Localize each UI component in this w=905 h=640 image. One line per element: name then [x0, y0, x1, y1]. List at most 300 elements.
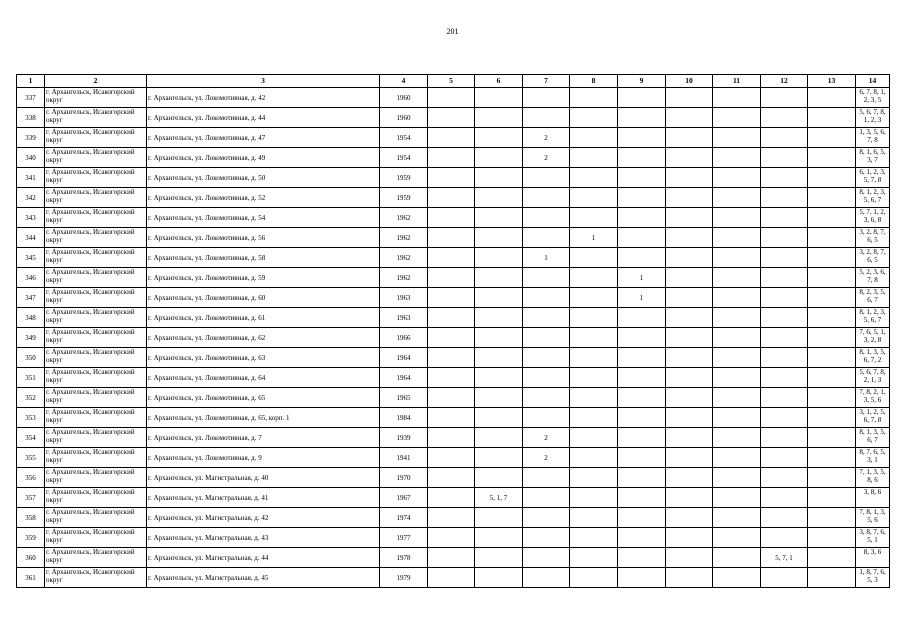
column-8-cell — [570, 448, 618, 468]
column-13-cell — [808, 228, 856, 248]
column-14-cell: 5, 2, 3, 6, 7, 8 — [856, 268, 890, 288]
table-row — [17, 228, 890, 248]
column-7-cell — [523, 488, 570, 508]
column-10-cell — [666, 288, 713, 308]
column-7-cell — [523, 528, 570, 548]
district-cell: г. Архангельск, Исакогорский округ — [45, 328, 147, 348]
address-cell: г. Архангельск, ул. Локомотивная, д. 58 — [147, 248, 380, 268]
column-5-cell — [428, 468, 475, 488]
column-5-cell — [428, 348, 475, 368]
column-13-cell — [808, 468, 856, 488]
column-11-cell — [713, 88, 761, 108]
year-cell: 1984 — [380, 408, 428, 428]
column-8-cell — [570, 168, 618, 188]
column-9-cell: 1 — [618, 288, 666, 308]
district-cell: г. Архангельск, Исакогорский округ — [45, 188, 147, 208]
row-number-cell: 360 — [17, 548, 45, 568]
column-12-cell — [761, 308, 808, 328]
district-cell: г. Архангельск, Исакогорский округ — [45, 208, 147, 228]
column-11-cell — [713, 248, 761, 268]
column-8-cell — [570, 328, 618, 348]
column-8-cell — [570, 288, 618, 308]
table-row — [17, 308, 890, 328]
column-7-cell — [523, 408, 570, 428]
address-cell: г. Архангельск, ул. Локомотивная, д. 52 — [147, 188, 380, 208]
district-cell: г. Архангельск, Исакогорский округ — [45, 148, 147, 168]
column-14-cell: 8, 1, 6, 5, 3, 7 — [856, 148, 890, 168]
year-cell: 1966 — [380, 328, 428, 348]
year-cell: 1974 — [380, 508, 428, 528]
row-number-cell: 361 — [17, 568, 45, 588]
column-14-cell: 8, 3, 6 — [856, 548, 890, 568]
column-header: 13 — [808, 75, 856, 88]
column-13-cell — [808, 328, 856, 348]
column-5-cell — [428, 168, 475, 188]
year-cell: 1978 — [380, 548, 428, 568]
column-6-cell — [475, 188, 523, 208]
column-12-cell — [761, 488, 808, 508]
column-8-cell — [570, 368, 618, 388]
year-cell: 1962 — [380, 248, 428, 268]
column-8-cell — [570, 548, 618, 568]
column-6-cell — [475, 468, 523, 488]
column-header: 9 — [618, 75, 666, 88]
column-6-cell — [475, 208, 523, 228]
year-cell: 1965 — [380, 388, 428, 408]
table-row — [17, 568, 890, 588]
column-5-cell — [428, 228, 475, 248]
column-9-cell — [618, 148, 666, 168]
column-6-cell — [475, 548, 523, 568]
table-row — [17, 528, 890, 548]
address-cell: г. Архангельск, ул. Магистральная, д. 42 — [147, 508, 380, 528]
column-13-cell — [808, 428, 856, 448]
column-8-cell — [570, 428, 618, 448]
column-14-cell: 1, 8, 7, 6, 5, 3 — [856, 568, 890, 588]
year-cell: 1977 — [380, 528, 428, 548]
table-row — [17, 488, 890, 508]
column-13-cell — [808, 288, 856, 308]
year-cell: 1970 — [380, 468, 428, 488]
column-6-cell — [475, 268, 523, 288]
column-5-cell — [428, 128, 475, 148]
year-cell: 1960 — [380, 108, 428, 128]
row-number-cell: 351 — [17, 368, 45, 388]
table-row — [17, 408, 890, 428]
column-6-cell — [475, 568, 523, 588]
address-cell: г. Архангельск, ул. Локомотивная, д. 62 — [147, 328, 380, 348]
table-row — [17, 268, 890, 288]
column-14-cell: 8, 2, 3, 5, 6, 7 — [856, 288, 890, 308]
column-7-cell — [523, 188, 570, 208]
column-11-cell — [713, 308, 761, 328]
column-10-cell — [666, 528, 713, 548]
column-7-cell: 2 — [523, 428, 570, 448]
column-6-cell — [475, 308, 523, 328]
column-5-cell — [428, 428, 475, 448]
column-8-cell — [570, 408, 618, 428]
row-number-cell: 345 — [17, 248, 45, 268]
column-8-cell — [570, 528, 618, 548]
column-7-cell — [523, 548, 570, 568]
column-8-cell — [570, 388, 618, 408]
column-5-cell — [428, 408, 475, 428]
year-cell: 1962 — [380, 208, 428, 228]
district-cell: г. Архангельск, Исакогорский округ — [45, 168, 147, 188]
address-cell: г. Архангельск, ул. Локомотивная, д. 44 — [147, 108, 380, 128]
column-10-cell — [666, 428, 713, 448]
column-10-cell — [666, 88, 713, 108]
column-9-cell — [618, 508, 666, 528]
district-cell: г. Архангельск, Исакогорский округ — [45, 508, 147, 528]
column-9-cell — [618, 488, 666, 508]
column-8-cell — [570, 148, 618, 168]
row-number-cell: 359 — [17, 528, 45, 548]
table-row — [17, 428, 890, 448]
column-5-cell — [428, 568, 475, 588]
column-5-cell — [428, 88, 475, 108]
column-9-cell — [618, 328, 666, 348]
column-13-cell — [808, 148, 856, 168]
table-row — [17, 148, 890, 168]
table-row — [17, 328, 890, 348]
column-11-cell — [713, 108, 761, 128]
district-cell: г. Архангельск, Исакогорский округ — [45, 348, 147, 368]
address-cell: г. Архангельск, ул. Локомотивная, д. 49 — [147, 148, 380, 168]
row-number-cell: 338 — [17, 108, 45, 128]
column-14-cell: 8, 1, 3, 5, 6, 7 — [856, 428, 890, 448]
row-number-cell: 347 — [17, 288, 45, 308]
row-number-cell: 346 — [17, 268, 45, 288]
column-11-cell — [713, 368, 761, 388]
column-9-cell — [618, 88, 666, 108]
table-body — [17, 88, 890, 588]
column-5-cell — [428, 148, 475, 168]
column-header: 8 — [570, 75, 618, 88]
column-7-cell — [523, 328, 570, 348]
column-12-cell — [761, 108, 808, 128]
column-5-cell — [428, 368, 475, 388]
row-number-cell: 339 — [17, 128, 45, 148]
column-14-cell: 6, 1, 2, 3, 5, 7, 8 — [856, 168, 890, 188]
column-14-cell: 3, 2, 8, 7, 6, 5 — [856, 248, 890, 268]
address-cell: г. Архангельск, ул. Локомотивная, д. 64 — [147, 368, 380, 388]
district-cell: г. Архангельск, Исакогорский округ — [45, 468, 147, 488]
table-row — [17, 188, 890, 208]
column-12-cell — [761, 448, 808, 468]
address-cell: г. Архангельск, ул. Локомотивная, д. 56 — [147, 228, 380, 248]
column-13-cell — [808, 548, 856, 568]
column-10-cell — [666, 268, 713, 288]
row-number-cell: 340 — [17, 148, 45, 168]
column-9-cell — [618, 448, 666, 468]
column-13-cell — [808, 208, 856, 228]
column-10-cell — [666, 228, 713, 248]
column-8-cell — [570, 268, 618, 288]
column-6-cell: 5, 1, 7 — [475, 488, 523, 508]
column-14-cell: 5, 6, 7, 8, 2, 1, 3 — [856, 368, 890, 388]
column-9-cell — [618, 548, 666, 568]
column-7-cell — [523, 348, 570, 368]
column-7-cell — [523, 208, 570, 228]
column-13-cell — [808, 488, 856, 508]
address-cell: г. Архангельск, ул. Локомотивная, д. 7 — [147, 428, 380, 448]
column-13-cell — [808, 408, 856, 428]
column-8-cell — [570, 88, 618, 108]
column-8-cell — [570, 308, 618, 328]
column-14-cell: 3, 2, 8, 7, 6, 5 — [856, 228, 890, 248]
column-6-cell — [475, 288, 523, 308]
year-cell: 1962 — [380, 268, 428, 288]
column-5-cell — [428, 308, 475, 328]
table-row — [17, 168, 890, 188]
table-row — [17, 508, 890, 528]
year-cell: 1939 — [380, 428, 428, 448]
column-13-cell — [808, 348, 856, 368]
column-13-cell — [808, 448, 856, 468]
column-7-cell — [523, 368, 570, 388]
column-5-cell — [428, 328, 475, 348]
district-cell: г. Архангельск, Исакогорский округ — [45, 488, 147, 508]
column-5-cell — [428, 288, 475, 308]
column-8-cell — [570, 188, 618, 208]
column-12-cell — [761, 568, 808, 588]
column-14-cell: 6, 7, 8, 1, 2, 3, 5 — [856, 88, 890, 108]
column-12-cell — [761, 348, 808, 368]
table-row — [17, 468, 890, 488]
column-6-cell — [475, 368, 523, 388]
year-cell: 1963 — [380, 288, 428, 308]
column-6-cell — [475, 88, 523, 108]
column-12-cell — [761, 388, 808, 408]
column-12-cell — [761, 288, 808, 308]
column-14-cell: 3, 1, 2, 5, 6, 7, 8 — [856, 408, 890, 428]
column-9-cell — [618, 168, 666, 188]
row-number-cell: 356 — [17, 468, 45, 488]
table-row — [17, 348, 890, 368]
table-row — [17, 448, 890, 468]
column-10-cell — [666, 148, 713, 168]
year-cell: 1954 — [380, 148, 428, 168]
table-row — [17, 368, 890, 388]
district-cell: г. Архангельск, Исакогорский округ — [45, 528, 147, 548]
column-10-cell — [666, 348, 713, 368]
column-14-cell: 3, 8, 6 — [856, 488, 890, 508]
column-9-cell — [618, 188, 666, 208]
header-row — [17, 75, 890, 88]
column-13-cell — [808, 108, 856, 128]
row-number-cell: 355 — [17, 448, 45, 468]
column-11-cell — [713, 528, 761, 548]
column-8-cell — [570, 468, 618, 488]
column-11-cell — [713, 168, 761, 188]
column-5-cell — [428, 528, 475, 548]
column-12-cell — [761, 508, 808, 528]
row-number-cell: 348 — [17, 308, 45, 328]
column-14-cell: 8, 1, 2, 3, 5, 6, 7 — [856, 188, 890, 208]
year-cell: 1960 — [380, 88, 428, 108]
table-row — [17, 128, 890, 148]
column-header: 10 — [666, 75, 713, 88]
register-table — [16, 74, 890, 588]
column-12-cell — [761, 328, 808, 348]
column-11-cell — [713, 128, 761, 148]
column-7-cell — [523, 88, 570, 108]
column-7-cell — [523, 268, 570, 288]
column-8-cell — [570, 568, 618, 588]
column-11-cell — [713, 348, 761, 368]
column-12-cell — [761, 528, 808, 548]
column-14-cell: 8, 7, 6, 5, 3, 1 — [856, 448, 890, 468]
column-12-cell — [761, 208, 808, 228]
column-header: 6 — [475, 75, 523, 88]
column-11-cell — [713, 428, 761, 448]
column-5-cell — [428, 388, 475, 408]
column-8-cell — [570, 128, 618, 148]
column-10-cell — [666, 568, 713, 588]
district-cell: г. Архангельск, Исакогорский округ — [45, 228, 147, 248]
column-11-cell — [713, 148, 761, 168]
column-5-cell — [428, 208, 475, 228]
district-cell: г. Архангельск, Исакогорский округ — [45, 448, 147, 468]
column-11-cell — [713, 468, 761, 488]
column-10-cell — [666, 488, 713, 508]
column-6-cell — [475, 448, 523, 468]
address-cell: г. Архангельск, ул. Магистральная, д. 43 — [147, 528, 380, 548]
column-7-cell — [523, 568, 570, 588]
address-cell: г. Архангельск, ул. Локомотивная, д. 54 — [147, 208, 380, 228]
column-9-cell — [618, 128, 666, 148]
column-10-cell — [666, 248, 713, 268]
column-header: 5 — [428, 75, 475, 88]
column-11-cell — [713, 228, 761, 248]
column-7-cell: 1 — [523, 248, 570, 268]
column-10-cell — [666, 168, 713, 188]
column-11-cell — [713, 508, 761, 528]
column-12-cell — [761, 268, 808, 288]
row-number-cell: 337 — [17, 88, 45, 108]
column-7-cell — [523, 308, 570, 328]
column-11-cell — [713, 288, 761, 308]
column-12-cell — [761, 368, 808, 388]
address-cell: г. Архангельск, ул. Магистральная, д. 40 — [147, 468, 380, 488]
column-9-cell: 1 — [618, 268, 666, 288]
address-cell: г. Архангельск, ул. Локомотивная, д. 63 — [147, 348, 380, 368]
address-cell: г. Архангельск, ул. Локомотивная, д. 47 — [147, 128, 380, 148]
column-7-cell — [523, 108, 570, 128]
table-row — [17, 88, 890, 108]
column-12-cell — [761, 228, 808, 248]
district-cell: г. Архангельск, Исакогорский округ — [45, 128, 147, 148]
year-cell: 1963 — [380, 308, 428, 328]
table-row — [17, 208, 890, 228]
column-11-cell — [713, 488, 761, 508]
column-8-cell: 1 — [570, 228, 618, 248]
district-cell: г. Архангельск, Исакогорский округ — [45, 288, 147, 308]
column-10-cell — [666, 408, 713, 428]
column-9-cell — [618, 368, 666, 388]
column-8-cell — [570, 248, 618, 268]
column-14-cell: 7, 8, 2, 1, 3, 5, 6 — [856, 388, 890, 408]
column-7-cell — [523, 508, 570, 528]
column-13-cell — [808, 388, 856, 408]
row-number-cell: 358 — [17, 508, 45, 528]
column-14-cell: 5, 6, 7, 8, 1, 2, 3 — [856, 108, 890, 128]
column-10-cell — [666, 188, 713, 208]
district-cell: г. Архангельск, Исакогорский округ — [45, 308, 147, 328]
column-header: 14 — [856, 75, 890, 88]
column-header: 7 — [523, 75, 570, 88]
district-cell: г. Архангельск, Исакогорский округ — [45, 368, 147, 388]
address-cell: г. Архангельск, ул. Локомотивная, д. 42 — [147, 88, 380, 108]
column-6-cell — [475, 408, 523, 428]
row-number-cell: 349 — [17, 328, 45, 348]
column-8-cell — [570, 348, 618, 368]
column-9-cell — [618, 348, 666, 368]
column-6-cell — [475, 348, 523, 368]
column-6-cell — [475, 148, 523, 168]
column-11-cell — [713, 328, 761, 348]
column-12-cell — [761, 148, 808, 168]
column-7-cell — [523, 388, 570, 408]
column-7-cell: 2 — [523, 128, 570, 148]
column-13-cell — [808, 168, 856, 188]
column-9-cell — [618, 388, 666, 408]
column-5-cell — [428, 248, 475, 268]
column-9-cell — [618, 108, 666, 128]
column-7-cell — [523, 468, 570, 488]
address-cell: г. Архангельск, ул. Локомотивная, д. 9 — [147, 448, 380, 468]
district-cell: г. Архангельск, Исакогорский округ — [45, 88, 147, 108]
column-10-cell — [666, 448, 713, 468]
column-8-cell — [570, 508, 618, 528]
address-cell: г. Архангельск, ул. Локомотивная, д. 61 — [147, 308, 380, 328]
district-cell: г. Архангельск, Исакогорский округ — [45, 568, 147, 588]
column-12-cell: 5, 7, 1 — [761, 548, 808, 568]
column-header: 12 — [761, 75, 808, 88]
column-10-cell — [666, 388, 713, 408]
column-12-cell — [761, 168, 808, 188]
column-12-cell — [761, 88, 808, 108]
column-12-cell — [761, 128, 808, 148]
column-9-cell — [618, 308, 666, 328]
table-row — [17, 548, 890, 568]
page-number: 201 — [446, 27, 459, 36]
address-cell: г. Архангельск, ул. Магистральная, д. 45 — [147, 568, 380, 588]
column-5-cell — [428, 488, 475, 508]
column-5-cell — [428, 268, 475, 288]
district-cell: г. Архангельск, Исакогорский округ — [45, 248, 147, 268]
row-number-cell: 341 — [17, 168, 45, 188]
row-number-cell: 343 — [17, 208, 45, 228]
column-5-cell — [428, 548, 475, 568]
district-cell: г. Архангельск, Исакогорский округ — [45, 408, 147, 428]
table-row — [17, 288, 890, 308]
column-7-cell — [523, 288, 570, 308]
column-14-cell: 8, 1, 2, 3, 5, 6, 7 — [856, 308, 890, 328]
column-13-cell — [808, 268, 856, 288]
column-5-cell — [428, 188, 475, 208]
column-13-cell — [808, 248, 856, 268]
column-7-cell — [523, 228, 570, 248]
column-9-cell — [618, 528, 666, 548]
row-number-cell: 353 — [17, 408, 45, 428]
column-14-cell: 5, 7, 1, 2, 3, 6, 8 — [856, 208, 890, 228]
column-10-cell — [666, 208, 713, 228]
column-11-cell — [713, 388, 761, 408]
column-10-cell — [666, 468, 713, 488]
column-10-cell — [666, 108, 713, 128]
